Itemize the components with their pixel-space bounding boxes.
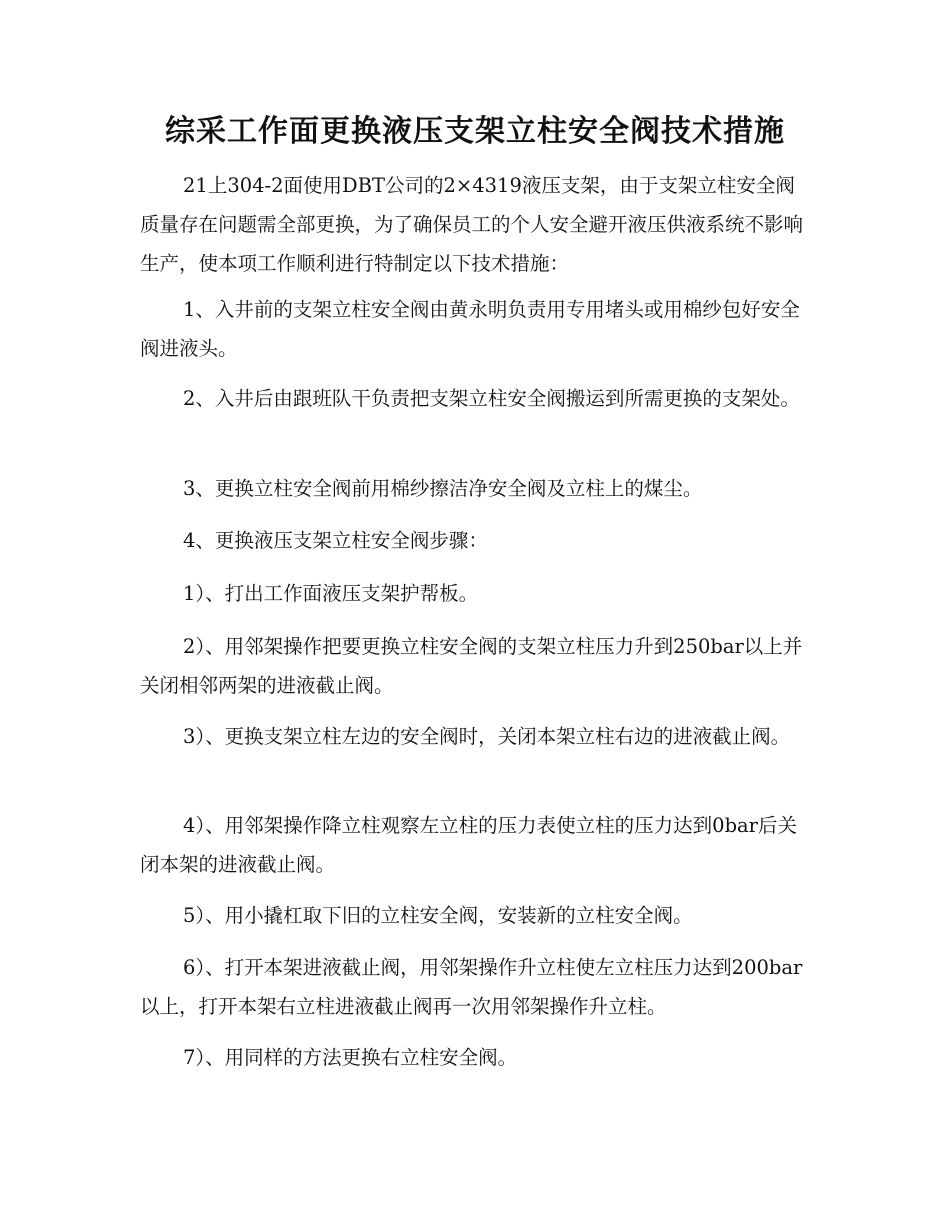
document-title: 综采工作面更换液压支架立柱安全阀技术措施 (165, 114, 785, 149)
step-2-paragraph: 2、入井后由跟班队干负责把支架立柱安全阀搬运到所需更换的支架处。 (183, 387, 800, 410)
step-4-paragraph: 4、更换液压支架立柱安全阀步骤： (183, 529, 488, 552)
substep-7-paragraph: 7）、用同样的方法更换右立柱安全阀。 (183, 1046, 518, 1069)
substep-1-paragraph: 1）、打出工作面液压支架护帮板。 (183, 582, 479, 605)
substep-5-paragraph: 5）、用小撬杠取下旧的立柱安全阀，安装新的立柱安全阀。 (183, 904, 693, 927)
intro-paragraph: 21上304-2面使用DBT公司的2×4319液压支架，由于支架立柱安全阀质量存在问题需全部更换，为了确保员工的个人安全避开液压供液系统不影响生产，使本项工作顺利进行特制定以下技术措施： (140, 174, 804, 275)
substep-6-paragraph: 6）、打开本架进液截止阀，用邻架操作升立柱使左立柱压力达到200bar以上，打开本架右立柱进液截止阀再一次用邻架操作升立柱。 (140, 956, 803, 1018)
substep-3-paragraph: 3）、更换支架立柱左边的安全阀时，关闭本架立柱右边的进液截止阀。 (183, 725, 791, 748)
step-3-paragraph: 3、更换立柱安全阀前用棉纱擦洁净安全阀及立柱上的煤尘。 (183, 477, 703, 500)
substep-2-paragraph: 2）、用邻架操作把要更换立柱安全阀的支架立柱压力升到250bar以上并关闭相邻两架的进液截止阀。 (140, 635, 803, 697)
step-1-paragraph: 1、入井前的支架立柱安全阀由黄永明负责用专用堵头或用棉纱包好安全阀进液头。 (140, 298, 800, 360)
substep-4-paragraph: 4）、用邻架操作降立柱观察左立柱的压力表使立柱的压力达到0bar后关闭本架的进液截止阀。 (140, 814, 797, 876)
